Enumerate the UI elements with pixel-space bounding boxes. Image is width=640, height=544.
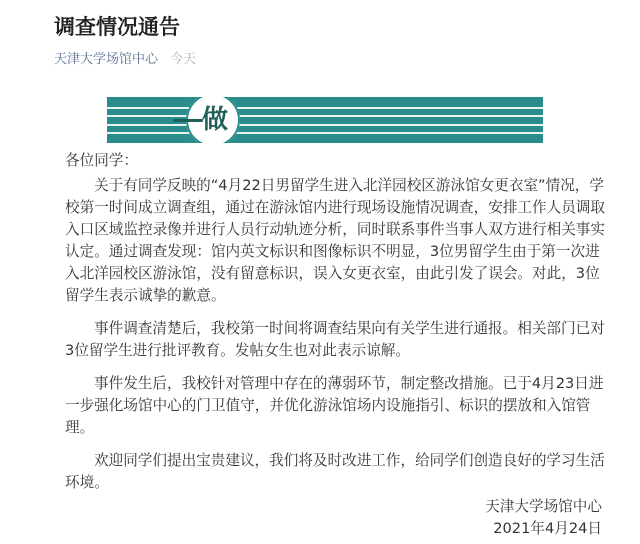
signature-date: 2021年4月24日 [493,520,602,537]
header-banner-image [107,97,543,143]
banner-stripe [107,107,543,109]
paragraph-closing: 欢迎同学们提出宝贵建议，我们将及时改进工作，给同学们创造良好的学习生活环境。 [65,452,605,491]
paragraph-notification: 事件调查清楚后，我校第一时间将调查结果向有关学生进行通报。相关部门已对3位留学生进行批评教育。发帖女生也对此表示谅解。 [65,320,605,359]
banner-stripe [107,124,543,126]
paragraph-measures: 事件发生后，我校针对管理中存在的薄弱环节，制定整改措施。已于4月23日进一步强化场馆中心的门卫值守，并优化游泳馆场内设施指引、标识的摆放和入馆管理。 [65,375,604,436]
account-name-link[interactable]: 天津大学场馆中心 [54,52,159,67]
article-title: 调查情况通告 [54,15,180,39]
greeting: 各位同学： [65,152,138,169]
publish-time: 今天 [170,52,197,67]
signature-org: 天津大学场馆中心 [485,498,602,515]
article-body [65,150,605,505]
paragraph-investigation: 关于有同学反映的“4月22日男留学生进入北洋园校区游泳馆女更衣室”情况，学校第一时间成立调查组，通过在游泳馆内进行现场设施情况调查，安排工作人员调取入口区域监控录像并进行人员行动轨迹分析，同时联系事件当事人双方进行相关事实认定。通过调查发现：馆内英文标识和图像标识不明显，3位男留学生由于第一次进入北洋园校区游泳馆，没有留意标识，误入女更衣室，由此引发了误会。对此，3位留学生表示诚挚的歉意。 [65,177,605,304]
signature-block [485,496,602,540]
banner-stripe [107,115,543,117]
article-meta [54,51,196,69]
banner-calligraphy-glyph: 做 [201,105,228,135]
banner-stripe [107,132,543,134]
